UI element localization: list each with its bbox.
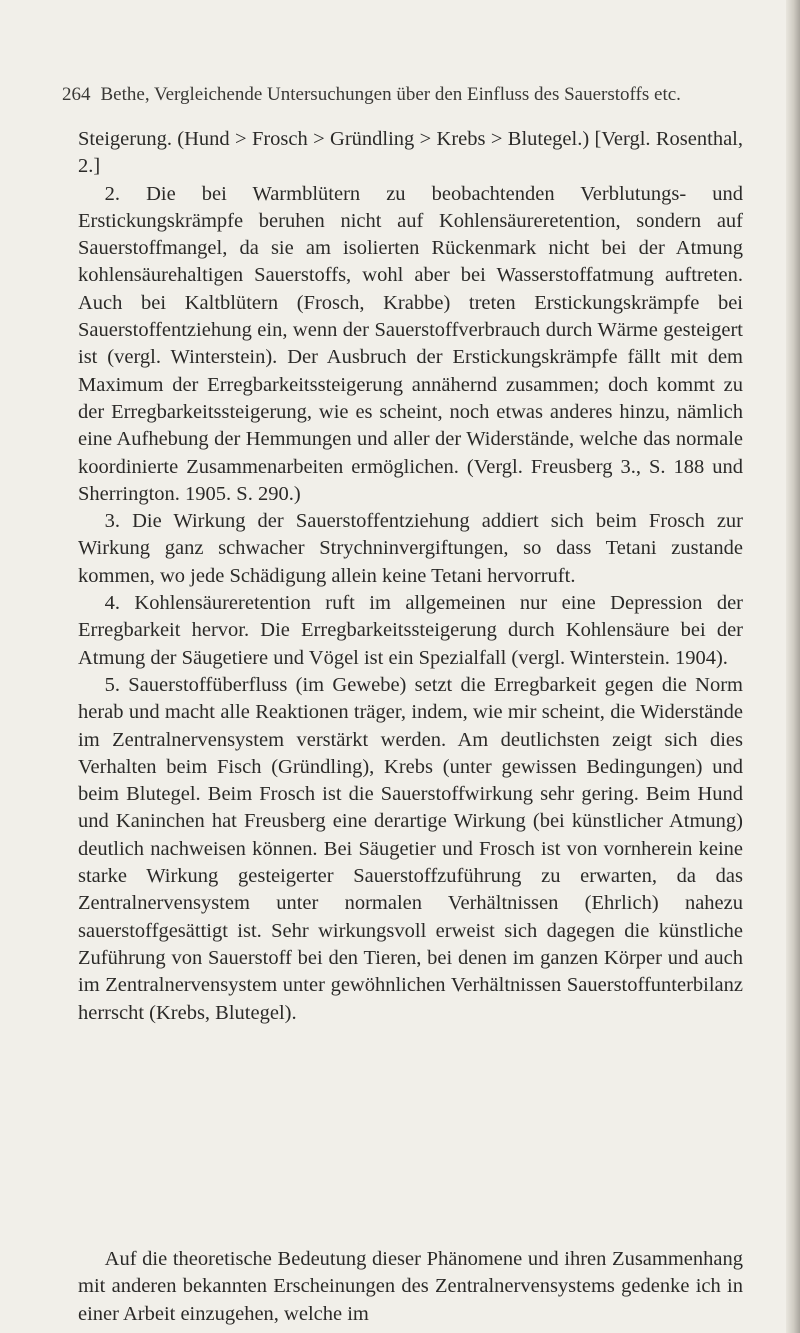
closing-paragraph: Auf die theoretische Bedeutung dieser Phänomene und ihren Zusammenhang mit anderen bekannten Erscheinungen des Zentralnervensystems gedenke ich in einer Arbeit einzugehen, welche im (78, 1248, 743, 1325)
running-header (62, 84, 752, 106)
main-text (78, 126, 743, 1027)
page-edge-shadow (786, 0, 800, 1333)
paragraph-4: 4. Kohlensäureretention ruft im allgemeinen nur eine Depression der Erregbarkeit hervor. Die Erregbarkeitssteigerung durch Kohlensäure bei der Atmung der Säugetiere und Vögel ist ein Spezialfall (vergl. Winterstein. 1904). (78, 592, 743, 669)
paragraph-continuation: Steigerung. (Hund > Frosch > Gründling > Krebs > Blutegel.) [Vergl. Rosenthal, 2.] (78, 128, 743, 178)
running-title: Bethe, Vergleichende Untersuchungen über den Einfluss des Sauerstoffs etc. (100, 84, 681, 105)
page-number: 264 (62, 84, 91, 105)
paragraph-3: 3. Die Wirkung der Sauerstoffentziehung addiert sich beim Frosch zur Wirkung ganz schwacher Strychninvergiftungen, so dass Tetani zustande kommen, wo jede Schädigung allein keine Tetani hervorruft. (78, 510, 743, 587)
paragraph-5: 5. Sauerstoffüberfluss (im Gewebe) setzt die Erregbarkeit gegen die Norm herab und macht alle Reaktionen träger, indem, wie mir scheint, die Widerstände im Zentralnervensystem verstärkt werden. Am deutlichsten zeigt sich dies Verhalten beim Fisch (Gründling), Krebs (unter gewissen Bedingungen) und beim Blutegel. Beim Frosch ist die Sauerstoffwirkung sehr gering. Beim Hund und Kaninchen hat Freusberg eine derartige Wirkung (bei künstlicher Atmung) deutlich nachweisen können. Bei Säugetier und Frosch ist von vornherein keine starke Wirkung gesteigerter Sauerstoffzuführung zu erwarten, da das Zentralnervensystem unter normalen Verhältnissen (Ehrlich) nahezu sauerstoffgesättigt ist. Sehr wirkungsvoll erweist sich dagegen die künstliche Zuführung von Sauerstoff bei den Tieren, bei denen im ganzen Körper und auch im Zentralnervensystem unter gewöhnlichen Verhältnissen Sauerstoffunterbilanz herrscht (Krebs, Blutegel). (78, 673, 743, 1024)
paragraph-2: 2. Die bei Warmblütern zu beobachtenden Verblutungs- und Erstickungskrämpfe beruhen nicht auf Kohlensäureretention, sondern auf Sauerstoffmangel, da sie am isolierten Rückenmark nicht bei der Atmung kohlensäurehaltigen Sauerstoffs, wohl aber bei Wasserstoffatmung auftreten. Auch bei Kaltblütern (Frosch, Krabbe) treten Erstickungskrämpfe bei Sauerstoffentziehung ein, wenn der Sauerstoffverbrauch durch Wärme gesteigert ist (vergl. Winterstein). Der Ausbruch der Erstickungskrämpfe fällt mit dem Maximum der Erregbarkeitssteigerung annähernd zusammen; doch kommt zu der Erregbarkeitssteigerung, wie es scheint, noch etwas anderes hinzu, nämlich eine Aufhebung der Hemmungen und aller der Widerstände, welche das normale koordinierte Zusammenarbeiten ermöglichen. (Vergl. Freusberg 3., S. 188 und Sherrington. 1905. S. 290.) (78, 182, 743, 505)
closing-text (78, 1246, 743, 1328)
